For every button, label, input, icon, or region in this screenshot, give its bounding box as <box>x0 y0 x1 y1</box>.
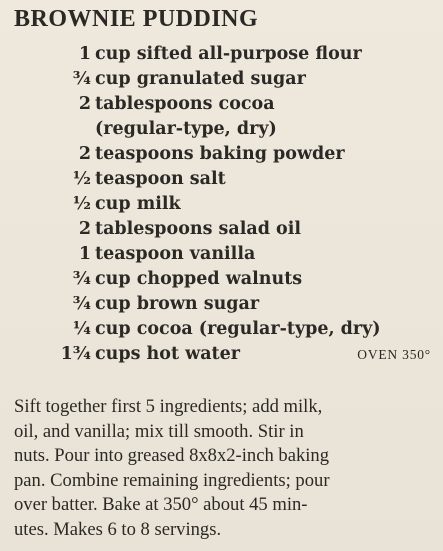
ingredient-row <box>0 244 443 269</box>
oven-temperature: OVEN 350° <box>357 347 431 362</box>
directions-text <box>14 395 434 543</box>
ingredient-row <box>0 219 443 244</box>
directions-line: over batter. Bake at 350° about 45 min- <box>14 494 308 516</box>
ingredient-name: teaspoons baking powder <box>95 144 345 164</box>
ingredient-row <box>0 144 443 169</box>
ingredient-name: cup sifted all-purpose flour <box>95 44 362 64</box>
ingredient-row <box>0 94 443 119</box>
recipe-title: BROWNIE PUDDING <box>14 6 259 32</box>
ingredient-quantity: ¾ <box>72 269 91 289</box>
ingredient-quantity: 1 <box>78 44 91 64</box>
ingredient-name: tablespoons cocoa <box>95 94 275 114</box>
ingredient-name: teaspoon salt <box>95 169 226 189</box>
ingredient-quantity: ¾ <box>72 69 91 89</box>
directions-line: nuts. Pour into greased 8x8x2-inch baking <box>14 445 330 467</box>
ingredient-name: cup cocoa (regular-type, dry) <box>95 319 381 339</box>
ingredient-row <box>0 319 443 344</box>
ingredient-quantity: 2 <box>78 94 91 114</box>
ingredient-row <box>0 44 443 69</box>
directions-line: pan. Combine remaining ingredients; pour <box>14 469 330 491</box>
ingredient-quantity: ¾ <box>72 294 91 314</box>
ingredient-name: teaspoon vanilla <box>95 244 256 264</box>
ingredient-name: cup chopped walnuts <box>95 269 303 289</box>
ingredient-name: (regular-type, dry) <box>95 119 277 139</box>
ingredient-name: tablespoons salad oil <box>95 219 302 239</box>
ingredient-row <box>0 69 443 94</box>
ingredient-name: cup milk <box>95 194 181 214</box>
ingredient-row <box>0 119 443 144</box>
ingredient-name: cups hot water <box>95 344 240 364</box>
ingredient-quantity: 1 <box>78 244 91 264</box>
ingredient-row <box>0 194 443 219</box>
ingredient-row <box>0 344 443 369</box>
ingredient-name: cup brown sugar <box>95 294 260 314</box>
ingredient-quantity: 2 <box>78 144 91 164</box>
ingredient-quantity: ¼ <box>72 319 91 339</box>
directions-line: oil, and vanilla; mix till smooth. Stir in <box>14 420 304 442</box>
ingredient-name: cup granulated sugar <box>95 69 306 89</box>
directions-line: utes. Makes 6 to 8 servings. <box>14 518 222 540</box>
ingredient-row <box>0 269 443 294</box>
ingredient-row <box>0 169 443 194</box>
ingredient-list <box>0 44 443 369</box>
ingredient-quantity: ½ <box>72 194 91 214</box>
ingredient-quantity: ½ <box>72 169 91 189</box>
ingredient-quantity: 1¾ <box>60 344 91 364</box>
directions-line: Sift together first 5 ingredients; add milk, <box>14 396 323 417</box>
ingredient-row <box>0 294 443 319</box>
ingredient-quantity: 2 <box>78 219 91 239</box>
